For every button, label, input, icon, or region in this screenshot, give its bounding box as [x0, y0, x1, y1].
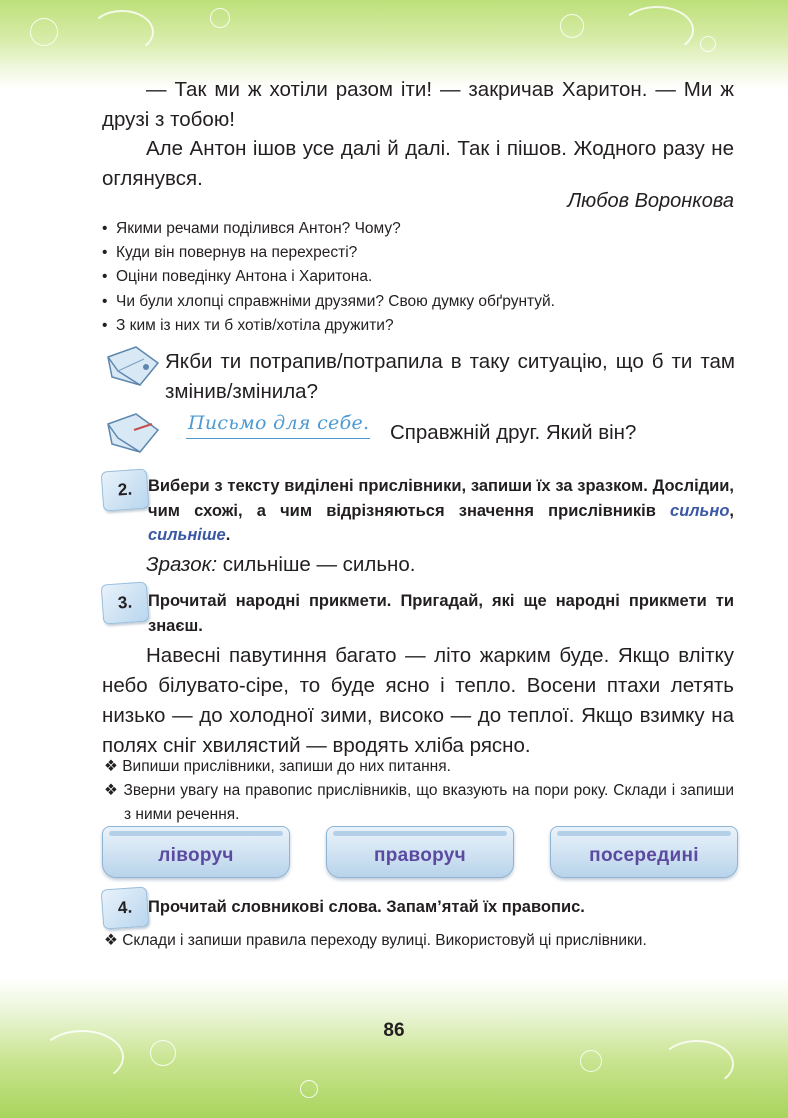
list-item: ❖ Склади і запиши правила переходу вулиці. Використовуй ці прислівники.	[104, 932, 647, 949]
list-item: • Куди він повернув на перехресті?	[102, 244, 358, 262]
signs-paragraph: Навесні павутиння багато — літо жарким буде. Якщо влітку небо білувато-сіре, то буде ясно і тепло. Восени птахи летять низько — до холодної зими, високо — до теплої. Якщо взимку на полях сніг хвилястий — вродять хліба рясно.	[102, 644, 734, 757]
subtask-list	[104, 755, 734, 827]
task-number-badge: 4.	[101, 886, 150, 929]
story-paragraph: — Так ми ж хотіли разом іти! — закричав Харитон. — Ми ж друзі з тобою!	[102, 78, 734, 131]
vocab-scroll	[102, 826, 290, 878]
vocab-word: посередині	[589, 845, 699, 866]
sample-line: Зразок: сильніше — сильно.	[146, 553, 416, 576]
task-instruction: Прочитай народні прикмети. Пригадай, які ще народні прикмети ти знаєш.	[148, 592, 734, 635]
list-item: • З ким із них ти б хотів/хотіла дружити?	[102, 316, 394, 334]
highlight-word: сильно	[670, 501, 730, 520]
list-item: ❖ Зверни увагу на правопис прислівників, що вказують на пори року. Склади і запиши з ними речення.	[104, 782, 734, 823]
swirl-decoration	[620, 6, 694, 54]
script-underline	[186, 438, 370, 439]
list-item: ❖ Випиши прислівники, запиши до них питання.	[104, 758, 451, 775]
bubble-decoration	[300, 1080, 318, 1098]
vocab-word: праворуч	[373, 845, 467, 866]
highlight-word: сильніше	[148, 526, 226, 544]
task-number-badge: 3.	[101, 581, 150, 624]
author-name: Любов Воронкова	[567, 190, 734, 212]
bubble-decoration	[150, 1040, 176, 1066]
task-number-badge: 2.	[101, 468, 150, 511]
writing-prompt: Справжній друг. Який він?	[390, 421, 637, 444]
bubble-decoration	[580, 1050, 602, 1072]
list-item: • Чи були хлопці справжніми друзями? Свою думку обґрунтуй.	[102, 292, 555, 310]
writing-paper-icon	[104, 410, 162, 456]
list-item: • Оціни поведінку Антона і Харитона.	[102, 268, 373, 286]
vocab-scroll	[326, 826, 514, 878]
bubble-decoration	[210, 8, 230, 28]
list-item: • Якими речами поділився Антон? Чому?	[102, 220, 401, 237]
subtask-list	[104, 929, 734, 953]
bubble-decoration	[30, 18, 58, 46]
bubble-decoration	[700, 36, 716, 52]
swirl-decoration	[660, 1040, 734, 1088]
bubble-decoration	[560, 14, 584, 38]
page-number: 86	[383, 1020, 405, 1041]
discussion-paper-icon	[104, 343, 162, 389]
writing-for-self-label: Письмо для себе.	[188, 412, 370, 434]
swirl-decoration	[90, 10, 154, 54]
vocab-word: ліворуч	[158, 845, 234, 866]
discussion-question: Якби ти потрапив/потрапила в таку ситуацію, що б ти там змінив/змінила?	[165, 350, 735, 403]
question-list	[102, 217, 742, 338]
task-instruction: Вибери з тексту виділені прислівники, запиши їх за зразком. Дослідии, чим схожі, а чим відрізняються значення прислівників сильно, сильніше.	[148, 477, 734, 544]
vocab-scroll	[550, 826, 738, 878]
story-paragraph: Але Антон ішов усе далі й далі. Так і пішов. Жодного разу не оглянувся.	[102, 137, 734, 190]
task-instruction: Прочитай словникові слова. Запам’ятай їх правопис.	[148, 898, 585, 916]
